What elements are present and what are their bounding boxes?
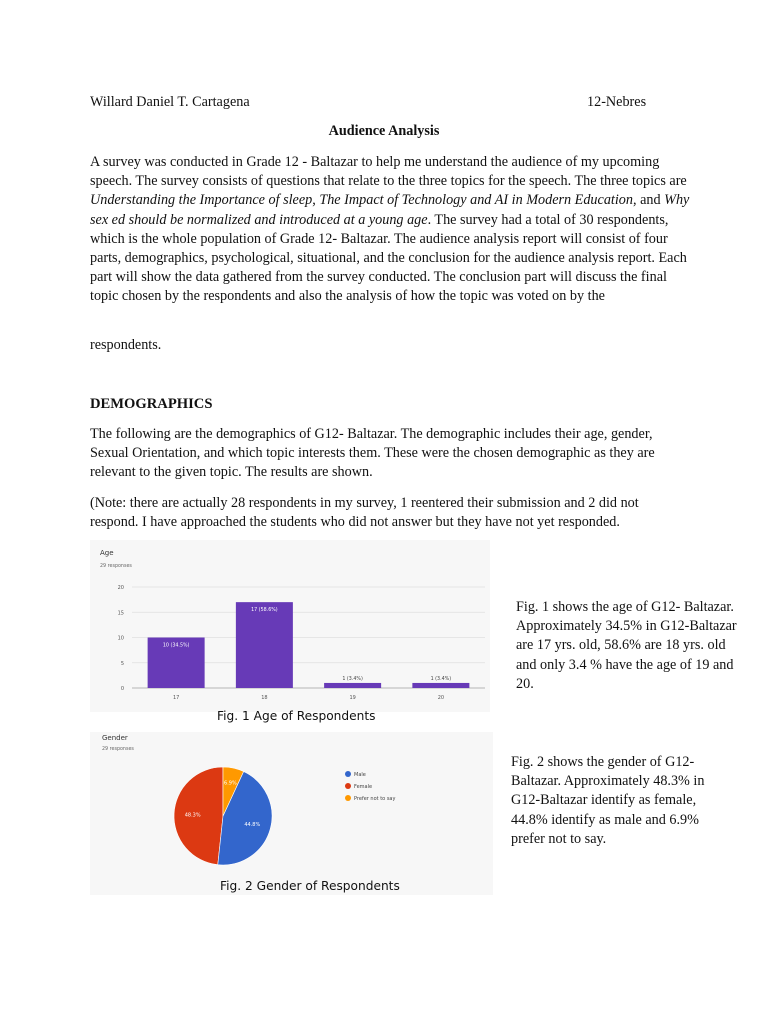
age-bar-label: 17 (58.6%) xyxy=(251,608,278,614)
gender-legend-marker xyxy=(345,795,351,801)
age-chart xyxy=(90,540,490,712)
document-title: Audience Analysis xyxy=(328,123,440,139)
age-ytick-label: 10 xyxy=(117,635,124,642)
gender-legend-marker xyxy=(345,771,351,777)
intro-tail: respondents. xyxy=(90,337,162,353)
age-xtick-label: 20 xyxy=(437,695,445,701)
gender-slice-label: 6.9% xyxy=(224,780,237,787)
age-ytick-label: 15 xyxy=(117,610,124,617)
intro-sep-2: , and xyxy=(633,192,665,209)
fig1-caption: Fig. 1 Age of Respondents xyxy=(217,709,376,723)
age-bar-label: 1 (3.4%) xyxy=(430,676,452,682)
age-bar-label: 10 (34.5%) xyxy=(162,643,190,649)
age-chart-title: Age xyxy=(100,549,114,557)
intro-paragraph xyxy=(90,153,690,307)
author-name: Willard Daniel T. Cartagena xyxy=(90,94,250,110)
fig2-description: Fig. 2 shows the gender of G12-Baltazar. Approximately 48.3% in G12-Baltazar identify as female, 44.8% identify as male and 6.9% prefer not to say. xyxy=(511,754,705,847)
age-bar xyxy=(412,683,469,688)
age-chart-subtitle: 29 responses xyxy=(100,564,132,569)
gender-legend-marker xyxy=(345,783,351,789)
age-xtick-label: 19 xyxy=(349,695,356,701)
age-bar-label: 1 (3.4%) xyxy=(342,676,363,682)
gender-legend-label: Female xyxy=(354,784,373,790)
gender-slice-label: 48.3% xyxy=(184,812,201,819)
demographics-paragraph: The following are the demographics of G12- Baltazar. The demographic includes their age, gender, Sexual Orientation, and which topic interests them. These were the chosen demographic as they are relevant to the given topic. The results are shown. xyxy=(90,426,655,481)
age-ytick-label: 0 xyxy=(120,686,124,692)
note-paragraph: (Note: there are actually 28 respondents in my survey, 1 reentered their submission and 2 did not respond. I have approached the students who did not answer but they have not yet responded. xyxy=(90,495,639,531)
fig2-caption: Fig. 2 Gender of Respondents xyxy=(220,879,400,893)
fig1-description: Fig. 1 shows the age of G12- Baltazar. Approximately 34.5% in G12-Baltazar are 17 yrs. old, 58.6% are 18 yrs. old and only 3.4 % have the age of 19 and 20. xyxy=(516,599,737,692)
topic-3: Why sex ed should be normalized and introduced at a young age xyxy=(90,192,690,228)
intro-sep-1: , xyxy=(312,192,320,209)
gender-chart xyxy=(90,732,493,895)
age-xtick-label: 18 xyxy=(261,695,268,701)
intro-text-2: . The survey had a total of 30 respondents, which is the whole population of Grade 12- Baltazar. The audience analysis report will consist of four parts, demographics, psychological, situational, and the conclusion for the audience analysis report. Each part will show the data gathered from the survey conducted. The conclusion part will discuss the final topic chosen by the respondents and also the analysis of how the topic was voted on by the xyxy=(90,211,687,305)
demographics-heading: DEMOGRAPHICS xyxy=(90,396,213,412)
gender-slice-label: 44.8% xyxy=(244,822,261,829)
section-name: 12-Nebres xyxy=(587,94,647,110)
topic-1: Understanding the Importance of sleep xyxy=(90,192,313,209)
intro-text-1: A survey was conducted in Grade 12 - Baltazar to help me understand the audience of my upcoming speech. The survey consists of questions that relate to the three topics for the speech. The three topics are xyxy=(90,154,687,190)
age-bar xyxy=(236,602,293,688)
age-ytick-label: 20 xyxy=(117,585,124,591)
gender-legend-label: Prefer not to say xyxy=(354,796,396,802)
gender-chart-subtitle: 29 responses xyxy=(102,747,134,752)
gender-legend-label: Male xyxy=(354,772,366,778)
age-xtick-label: 17 xyxy=(172,695,180,701)
age-chart-panel xyxy=(90,540,490,712)
topic-2: The Impact of Technology and AI in Modern Education xyxy=(319,192,633,209)
age-bar xyxy=(324,683,381,688)
age-ytick-label: 5 xyxy=(120,660,124,667)
gender-chart-panel xyxy=(90,732,493,895)
gender-chart-title: Gender xyxy=(102,734,128,742)
